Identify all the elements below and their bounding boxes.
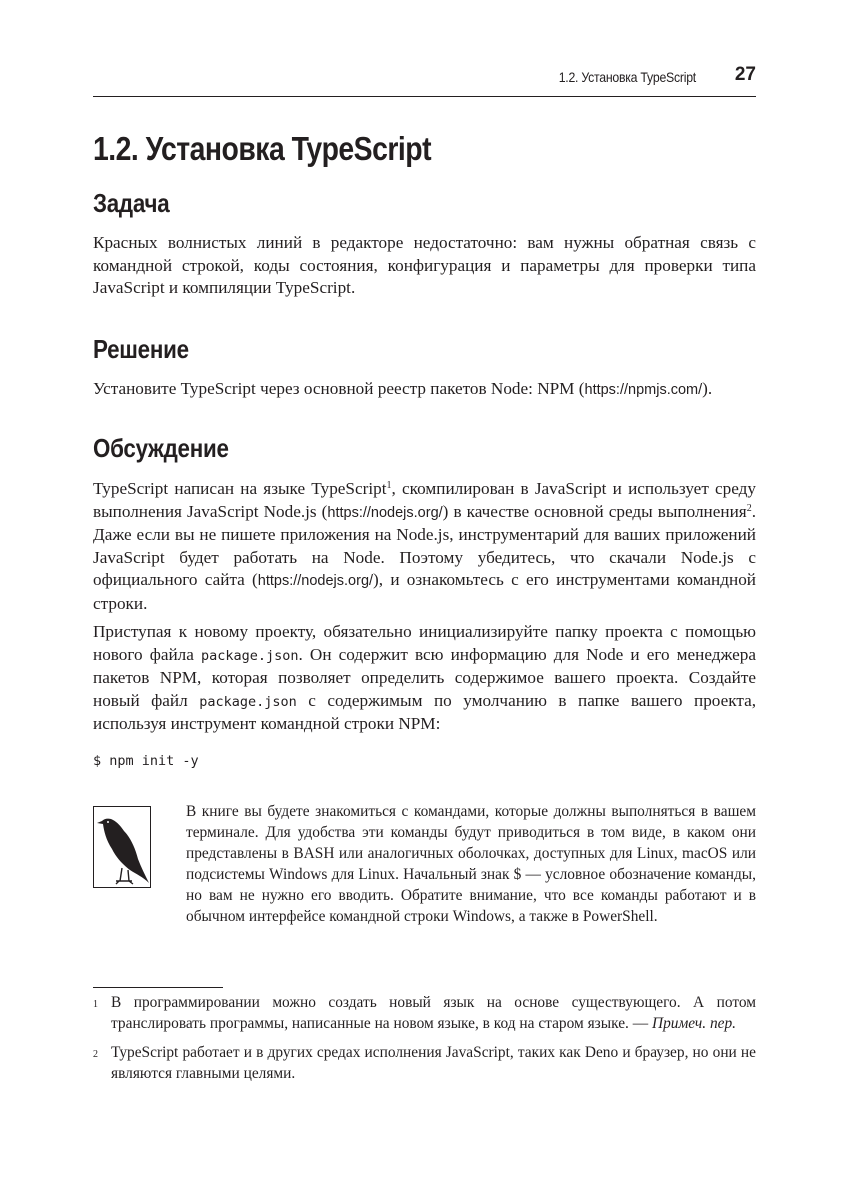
solution-text: Установите TypeScript через основной реестр пакетов Node: NPM (https://npmjs.com/).	[93, 379, 713, 398]
book-page	[93, 0, 756, 1200]
page-number: 27	[734, 64, 756, 85]
task-text: Красных волнистых линий в редакторе недостаточно: вам нужны обратная связь с командной строкой, коды состояния, конфигурация и параметры для проверки типа JavaScript и компиляции TypeScript.	[93, 233, 756, 298]
npm-link[interactable]: https://npmjs.com/	[584, 382, 703, 398]
command-code-block: $ npm init -y	[93, 753, 199, 769]
nodejs-link[interactable]: https://nodejs.org/	[257, 573, 374, 590]
footnote-ref-1[interactable]: 1	[386, 480, 392, 491]
running-title: 1.2. Установка TypeScript	[558, 69, 696, 85]
footnote-ref-2[interactable]: 2	[746, 502, 752, 514]
discussion-heading: Обсуждение	[93, 433, 229, 463]
section-title: 1.2. Установка TypeScript	[93, 130, 432, 167]
running-header	[93, 66, 756, 97]
footnote-mark: 1	[93, 999, 98, 1010]
solution-heading: Решение	[93, 334, 189, 364]
inline-code: package.json	[200, 647, 299, 664]
discussion-paragraph-2: Приступая к новому проекту, обязательно инициализируйте папку проекта с помощью нового файла package.json. Он содержит всю информацию для Node и его менеджера пакетов NPM, которая позволяет определить содержимое вашего проекта. Создайте новый файл package.json с содержимым по умолчанию в папке вашего проекта, используя инструмент командной строки NPM:	[93, 622, 756, 734]
discussion-paragraph-1: TypeScript написан на языке TypeScript$^1$, скомпилирован в JavaScript и использует среду выполнения JavaScript Node.js (https://nodejs.org/) в качестве основной среды выполнения$^2$. Даже если вы не пишете приложения на Node.js, инструментарий для ваших приложений JavaScript будет работать на Node. Поэтому убедитесь, что скачали Node.js с официального сайта (https://nodejs.org/), и ознакомьтесь с его инструментами командной строки.	[93, 479, 757, 613]
note-text: В книге вы будете знакомиться с командами, которые должны выполняться в вашем терминале. Для удобства эти команды будут приводиться в том виде, в каком они представлены в BASH или аналогичных оболочках, доступных для Linux, macOS или подсистемы Windows для Linux. Начальный знак $ — условное обозначение команды, но вам не нужно его вводить. Обратите внимание, что все команды работают и в обычном интерфейсе командной строки Windows, а также в PowerShell.	[186, 803, 756, 925]
footnote-mark: 2	[93, 1049, 98, 1060]
footnote-divider	[93, 987, 223, 988]
inline-code: package.json	[199, 693, 297, 710]
nodejs-link[interactable]: https://nodejs.org/	[327, 504, 443, 521]
footnote-1: 1 В программировании можно создать новый язык на основе существующего. А потом транслировать программы, написанные на новом языке, в код на старом языке. — Примеч. пер.	[93, 994, 756, 1032]
footnote-2: 2 TypeScript работает и в других средах исполнения JavaScript, таких как Deno и браузер, но они не являются главными целями.	[93, 1044, 756, 1082]
task-heading: Задача	[93, 188, 170, 218]
crow-icon	[93, 806, 151, 888]
